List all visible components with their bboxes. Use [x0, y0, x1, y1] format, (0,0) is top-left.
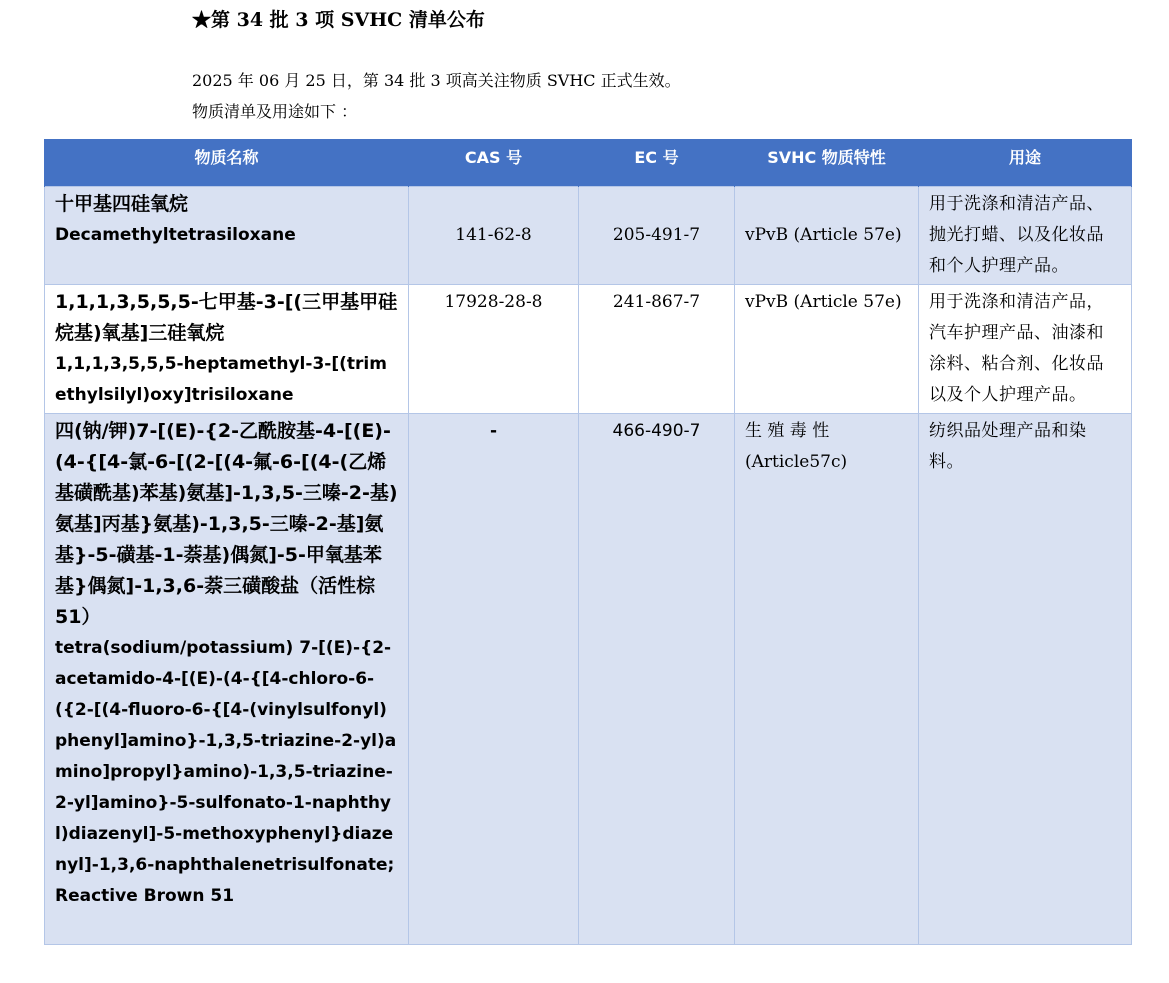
ec-number-cell: 466-490-7 — [579, 413, 735, 944]
substance-name-cell — [45, 284, 409, 413]
svhc-property-cell: 生 殖 毒 性 (Article57c) — [735, 413, 919, 944]
svhc-substance-table — [44, 139, 1132, 945]
svhc-property-cell: vPvB (Article 57e) — [735, 186, 919, 284]
table-row — [45, 284, 1132, 413]
cas-number-cell: 17928-28-8 — [409, 284, 579, 413]
intro-line-effective-date: 2025 年 06 月 25 日，第 34 批 3 项高关注物质 SVHC 正式生效。 — [192, 71, 681, 90]
substance-name-cell — [45, 186, 409, 284]
substance-name-cn: 十甲基四硅氧烷 — [55, 192, 189, 215]
svhc-property-cell: vPvB (Article 57e) — [735, 284, 919, 413]
substance-name-en: Decamethyltetrasiloxane — [55, 224, 296, 245]
substance-name-cn: 四(钠/钾)7-[(E)-{2-乙酰胺基-4-[(E)-(4-{[4-氯-6-[(2-[(4-氟-6-[(4-(乙烯基磺酰基)苯基)氨基]-1,3,5-三嗪-2-基)氨基]丙基}氨基)-1,3,5-三嗪-2-基]氨基}-5-磺基-1-萘基)偶氮]-5-甲氧基苯基}偶氮]-1,3,6-萘三磺酸盐（活性棕 51） — [55, 419, 398, 628]
intro-line-list-caption: 物质清单及用途如下 ： — [192, 102, 358, 121]
header-svhc-property: SVHC 物质特性 — [735, 139, 919, 186]
use-cell: 用于洗涤和清洁产品、抛光打蜡、以及化妆品和个人护理产品。 — [919, 186, 1132, 284]
table-row — [45, 186, 1132, 284]
substance-name-en: 1,1,1,3,5,5,5-heptamethyl-3-[(trimethylsilyl)oxy]trisiloxane — [55, 353, 387, 405]
ec-number-cell: 241-867-7 — [579, 284, 735, 413]
substance-name-en-trade: Reactive Brown 51 — [55, 885, 235, 906]
substance-name-cell — [45, 413, 409, 944]
header-substance-name: 物质名称 — [45, 139, 409, 186]
cas-number-cell: - — [409, 413, 579, 944]
substance-name-en: tetra(sodium/potassium) 7-[(E)-{2-acetamido-4-[(E)-(4-{[4-chloro-6-({2-[(4-fluoro-6-{[4-(vinylsulfonyl)phenyl]amino}-1,3,5-triazine-2-yl)amino]propyl}amino)-1,3,5-triazine-2-yl]amino}-5-sulfonato-1-naphthyl)diazenyl]-5-methoxyphenyl}diazenyl]-1,3,6-naphthalenetrisulfonate; — [55, 637, 397, 875]
use-cell: 用于洗涤和清洁产品，汽车护理产品、油漆和涂料、粘合剂、化妆品以及个人护理产品。 — [919, 284, 1132, 413]
cas-number-cell: 141-62-8 — [409, 186, 579, 284]
table-row — [45, 413, 1132, 944]
header-cas-number: CAS 号 — [409, 139, 579, 186]
use-cell: 纺织品处理产品和染料。 — [919, 413, 1132, 944]
header-ec-number: EC 号 — [579, 139, 735, 186]
header-use: 用途 — [919, 139, 1132, 186]
ec-number-cell: 205-491-7 — [579, 186, 735, 284]
substance-name-cn: 1,1,1,3,5,5,5-七甲基-3-[(三甲基甲硅烷基)氧基]三硅氧烷 — [55, 290, 398, 344]
table-header-row — [45, 139, 1132, 186]
page-heading: ★第 34 批 3 项 SVHC 清单公布 — [192, 9, 485, 31]
